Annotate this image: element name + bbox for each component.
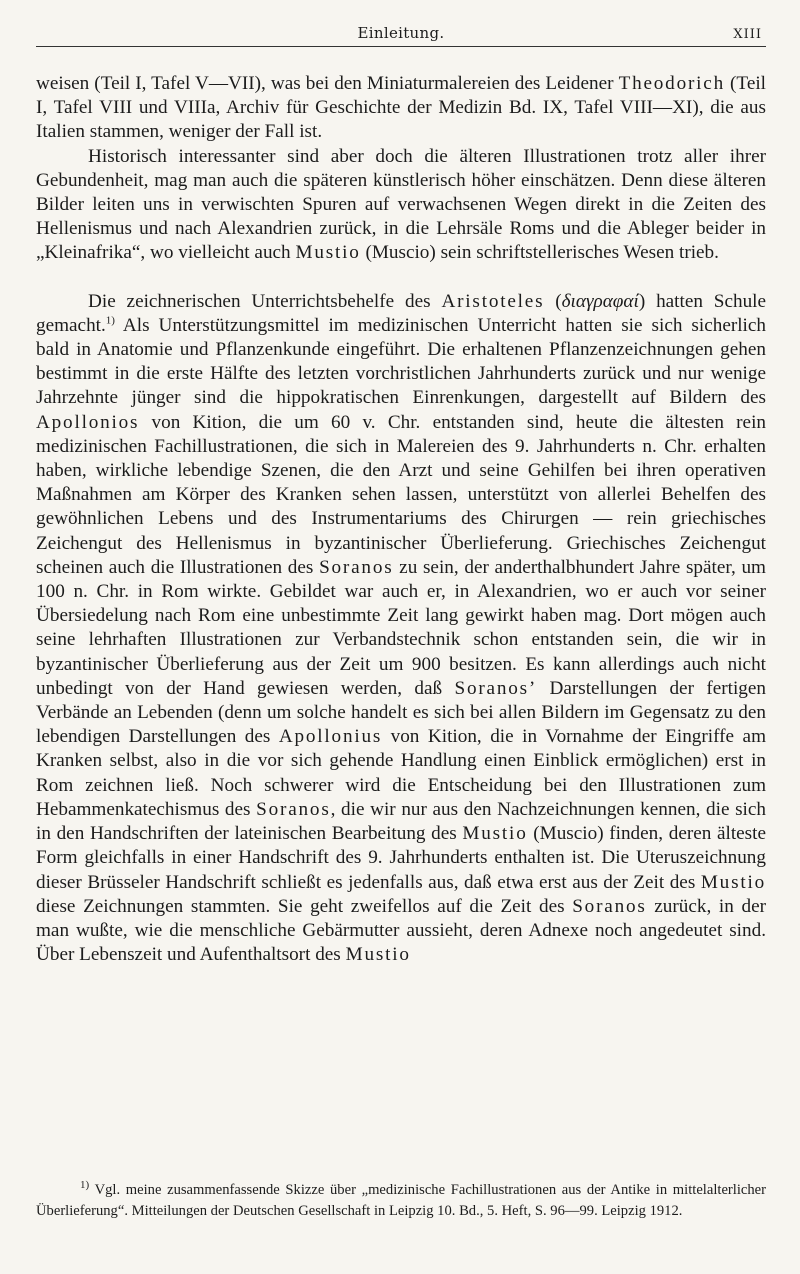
paragraph-2: Historisch interessanter sind aber doch die älteren Illustrationen trotz aller ihrer Gebundenheit, mag man auch die späteren künstlerisch höher einschätzen. Denn diese älteren Bilder leiten uns in verwischten Spuren auf verwachsenen Wegen direkt in die Zeiten des Hellenismus und nach Alexandrien zurück, in die Lehrsäle Roms und die Ableger beider in „Kleinafrika“, wo vielleicht auch Mustio (Muscio) sein schriftstellerisches Wesen trieb. xyxy=(36,145,766,264)
paragraph-1: weisen (Teil I, Tafel V—VII), was bei den Miniaturmalereien des Leidener Theodorich (Teil I, Tafel VIII und VIIIa, Archiv für Geschichte der Medizin Bd. IX, Tafel VIII—XI), die aus Italien stammen, weniger der Fall ist. xyxy=(36,73,766,143)
footnote xyxy=(36,1180,766,1222)
page-header xyxy=(36,24,766,47)
greek-term: διαγραφαί xyxy=(561,290,639,312)
person-name: Mustio xyxy=(700,871,766,893)
person-name: Soranos xyxy=(256,798,331,820)
person-name: Mustio xyxy=(462,823,528,845)
footnote-mark: 1) xyxy=(80,1179,90,1192)
person-name: Aristoteles xyxy=(441,290,545,312)
footnote-reference[interactable]: 1) xyxy=(105,314,115,327)
page-number: XIII xyxy=(733,27,762,42)
paragraph-3: Die zeichnerischen Unterrichtsbehelfe des Aristoteles (διαγραφαί) hatten Schule gemacht.$^{1)}$ Als Unterstützungsmittel im medizinischen Unterricht hatten sie sich sicherlich bald in Anatomie und Pflanzenkunde eingeführt. Die erhaltenen Pflanzenzeichnungen gehen bestimmt in die erste Hälfte des letzten vorchristlichen Jahrhunderts zurück und nur wenige Jahrzehnte jünger sind die hippokratischen Einrenkungen, dargestellt auf Bildern des Apollonios von Kition, die um 60 v. Chr. entstanden sind, heute die ältesten rein medizinischen Fachillustrationen, die sich in Malereien des 9. Jahrhunderts n. Chr. erhalten haben, wirkliche lebendige Szenen, die den Arzt und seine Gehilfen bei ihren operativen Maßnahmen am Körper des Kranken sehen lassen, unterstützt von allerlei Behelfen des gewöhnlichen Lebens und des Instrumentariums des Chirurgen — rein griechisches Zeichengut des Hellenismus in byzantinischer Überlieferung. Griechisches Zeichengut scheinen auch die Illustrationen des Soranos zu sein, der anderthalbhundert Jahre später, um 100 n. Chr. in Rom wirkte. Gebildet war auch er, in Alexandrien, wo er auch vor seiner Übersiedelung nach Rom eine unbestimmte Zeit lang gewirkt haben mag. Dort mögen auch seine lehrhaften Illustrationen zur Verbandstechnik schon entstanden sein, die wir in byzantinischer Überlieferung aus der Zeit um 900 besitzen. Es kann allerdings auch nicht unbedingt von der Hand gewiesen werden, daß Soranos’ Darstellungen der fertigen Verbände an Lebenden (denn um solche handelt es sich bei allen Bildern im Gegensatz zu den lebendigen Darstellungen des Apollonius von Kition, die in Vornahme der Eingriffe am Kranken selbst, also in die vor sich gehende Handlung einen Einblick ermöglichen) erst in Rom zeichnen ließ. Noch schwerer wird die Entscheidung bei den Illustrationen zum Hebammenkatechismus des Soranos, die wir nur aus den Nachzeichnungen kennen, die sich in den Handschriften der lateinischen Bearbeitung des Mustio (Muscio) finden, deren älteste Form gleichfalls in einer Handschrift des 9. Jahrhunderts enthalten ist. Die Uteruszeichnung dieser Brüsseler Handschrift schließt es jedenfalls aus, daß etwa erst aus der Zeit des Mustio diese Zeichnungen stammten. Sie geht zweifellos auf die Zeit des Soranos zurück, in der man wußte, wie die menschliche Gebärmutter aussieht, deren Adnexe noch angedeutet sind. Über Lebenszeit und Aufenthaltsort des Mustio xyxy=(36,290,767,966)
person-name: Mustio xyxy=(345,944,411,966)
person-name: Apollonius xyxy=(278,726,383,748)
body-text xyxy=(36,72,766,967)
person-name: Soranos xyxy=(572,895,647,917)
person-name: Soranos xyxy=(319,556,394,578)
running-title: Einleitung. xyxy=(357,24,445,42)
footnote-text: Vgl. meine zusammenfassende Skizze über „medizinische Fachillustrationen aus der Antike in mittelalterlicher Überlieferung“. Mitteilungen der Deutschen Gesellschaft in Leipzig 10. Bd., 5. Heft, S. 96—99. Leipzig 1912. xyxy=(36,1182,766,1219)
person-name: Mustio xyxy=(295,242,361,264)
person-name: Apollonios xyxy=(36,411,140,433)
person-name: Soranos’ xyxy=(454,677,538,699)
person-name: Theodorich xyxy=(618,73,726,94)
